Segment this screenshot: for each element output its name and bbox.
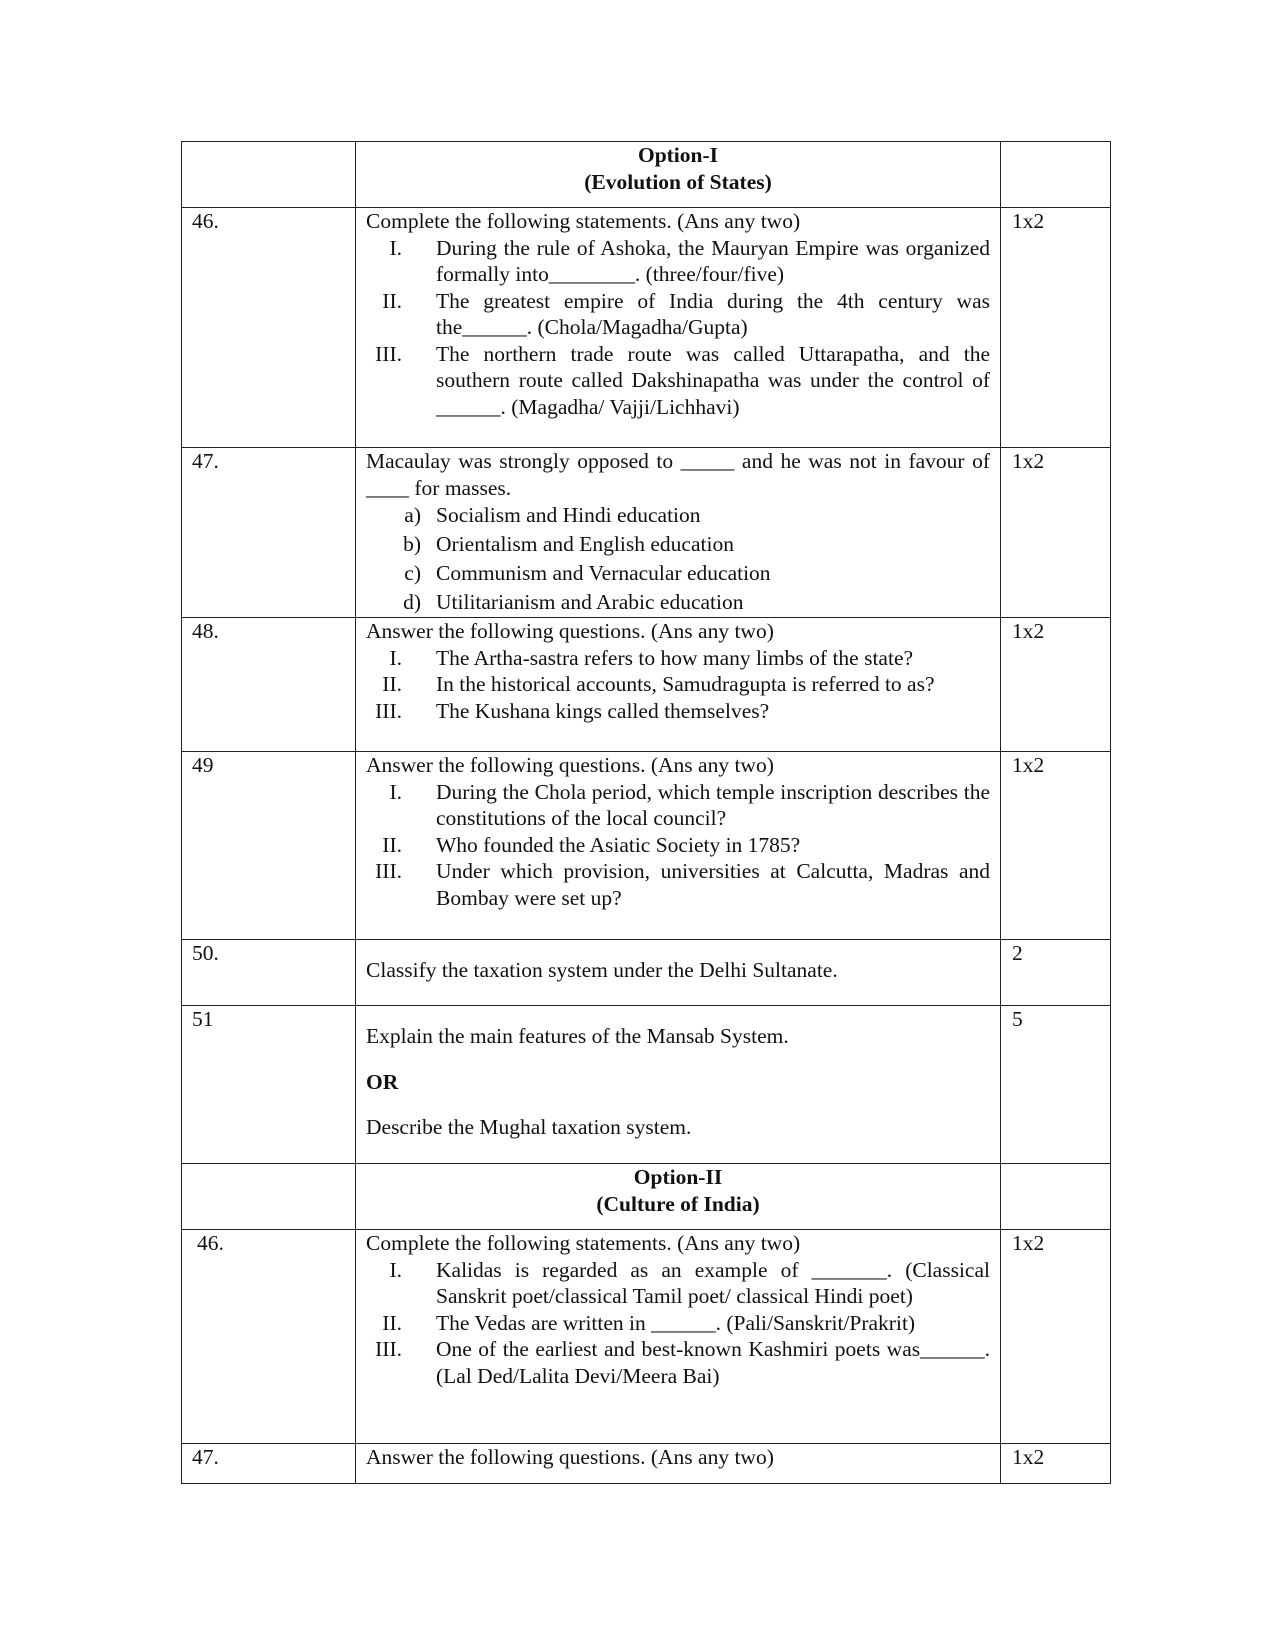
option-marker: a) [404, 503, 421, 527]
item-marker: II. [382, 672, 402, 696]
item-marker: III. [375, 698, 402, 723]
question-row-49 [182, 752, 1111, 940]
question-number [182, 1230, 356, 1444]
question-list [366, 779, 990, 912]
question-row-50 [182, 940, 1111, 1006]
item-marker: I. [389, 779, 402, 804]
question-row-47-option-2 [182, 1444, 1111, 1484]
question-marks: 1x2 [1001, 1444, 1111, 1484]
question-body [356, 208, 1001, 448]
list-item [366, 559, 990, 588]
question-table [181, 141, 1111, 1484]
item-text: In the historical accounts, Samudragupta is referred to as? [436, 672, 935, 696]
list-item [366, 858, 990, 911]
question-body [356, 940, 1001, 1006]
option-2-title: Option-II [633, 1165, 723, 1189]
item-marker: I. [389, 235, 402, 260]
list-item [366, 1257, 990, 1310]
question-marks: 1x2 [1001, 752, 1111, 940]
option-1-subtitle: (Evolution of States) [584, 169, 772, 194]
option-marker: d) [403, 590, 421, 614]
question-row-48 [182, 618, 1111, 752]
item-marker: III. [375, 859, 402, 883]
item-marker: III. [375, 341, 402, 366]
question-row-47 [182, 448, 1111, 618]
list-item [366, 698, 990, 725]
question-body [356, 618, 1001, 752]
alternative-question: Describe the Mughal taxation system. [366, 1115, 692, 1139]
option-2-header [356, 1164, 1001, 1230]
list-item [366, 341, 990, 421]
item-text: The Kushana kings called themselves? [436, 698, 770, 723]
question-number: 46. [182, 208, 356, 448]
option-2-subtitle: (Culture of India) [596, 1191, 760, 1216]
question-row-46-option-2 [182, 1230, 1111, 1444]
list-item [366, 530, 990, 559]
option-text: Utilitarianism and Arabic education [436, 590, 744, 614]
item-marker: III. [375, 1337, 402, 1361]
question-number: 51 [182, 1006, 356, 1164]
question-body [356, 1006, 1001, 1164]
question-body [356, 752, 1001, 940]
question-stem: Complete the following statements. (Ans any two) [366, 1231, 801, 1255]
question-marks: 5 [1001, 1006, 1111, 1164]
list-item [366, 645, 990, 672]
option-2-header-row [182, 1164, 1111, 1230]
question-body [356, 1444, 1001, 1484]
option-marker: b) [403, 532, 421, 556]
question-stem: Answer the following questions. (Ans any two) [366, 619, 774, 643]
question-body [356, 1230, 1001, 1444]
option-1-header-row [182, 142, 1111, 208]
item-text: During the rule of Ashoka, the Mauryan Empire was organized formally into________. (three/four/five) [436, 235, 990, 286]
item-text: The greatest empire of India during the 4th century was the______. (Chola/Magadha/Gupta) [436, 288, 990, 339]
list-item [366, 501, 990, 530]
question-marks: 1x2 [1001, 1230, 1111, 1444]
question-row-51 [182, 1006, 1111, 1164]
item-marker: II. [382, 832, 402, 857]
question-number: 47. [182, 1444, 356, 1484]
question-marks: 1x2 [1001, 618, 1111, 752]
item-text: Who founded the Asiatic Society in 1785? [436, 832, 801, 857]
question-row-46 [182, 208, 1111, 448]
question-stem: Answer the following questions. (Ans any two) [366, 1445, 774, 1469]
question-body [356, 448, 1001, 618]
empty-cell [182, 142, 356, 208]
question-stem: Macaulay was strongly opposed to _____ and he was not in favour of ____ for masses. [366, 449, 990, 500]
item-text: Kalidas is regarded as an example of _______. (Classical Sanskrit poet/classical Tamil poet/ classical Hindi poet) [436, 1257, 990, 1308]
list-item [366, 1336, 990, 1389]
question-stem: Explain the main features of the Mansab System. [366, 1024, 789, 1048]
item-text: The Vedas are written in ______. (Pali/Sanskrit/Prakrit) [436, 1310, 916, 1335]
option-1-title: Option-I [637, 143, 719, 167]
list-item [366, 671, 990, 698]
list-item [366, 288, 990, 341]
question-stem: Complete the following statements. (Ans any two) [366, 209, 801, 233]
empty-cell [182, 1164, 356, 1230]
statement-list [366, 1257, 990, 1390]
question-marks: 2 [1001, 940, 1111, 1006]
option-list [366, 501, 990, 617]
question-list [366, 645, 990, 725]
empty-cell [1001, 142, 1111, 208]
item-text: The Artha-sastra refers to how many limbs of the state? [436, 645, 914, 670]
or-separator: OR [366, 1069, 399, 1094]
question-number: 50. [182, 940, 356, 1006]
item-text: The northern trade route was called Uttarapatha, and the southern route called Dakshinapatha was under the control of ______. (Magadha/ Vajji/Lichhavi) [436, 341, 990, 419]
question-number: 47. [182, 448, 356, 618]
list-item [366, 588, 990, 617]
item-marker: I. [389, 645, 402, 670]
item-marker: II. [382, 1310, 402, 1335]
item-marker: I. [389, 1257, 402, 1282]
question-stem: Answer the following questions. (Ans any two) [366, 753, 774, 777]
question-number-text: 46. [197, 1231, 224, 1255]
question-number: 48. [182, 618, 356, 752]
option-text: Socialism and Hindi education [436, 503, 701, 527]
list-item [366, 832, 990, 859]
list-item [366, 235, 990, 288]
item-text: Under which provision, universities at Calcutta, Madras and Bombay were set up? [436, 859, 990, 910]
option-marker: c) [404, 561, 421, 585]
option-1-header [356, 142, 1001, 208]
item-text: During the Chola period, which temple inscription describes the constitutions of the local council? [436, 779, 990, 830]
empty-cell [1001, 1164, 1111, 1230]
list-item [366, 1310, 990, 1337]
statement-list [366, 235, 990, 421]
list-item [366, 779, 990, 832]
question-marks: 1x2 [1001, 448, 1111, 618]
item-text: One of the earliest and best-known Kashmiri poets was______. (Lal Ded/Lalita Devi/Meera Bai) [436, 1337, 990, 1388]
question-number: 49 [182, 752, 356, 940]
item-marker: II. [382, 288, 402, 313]
option-text: Orientalism and English education [436, 532, 734, 556]
question-stem: Classify the taxation system under the Delhi Sultanate. [366, 958, 838, 982]
option-text: Communism and Vernacular education [436, 561, 771, 585]
question-marks: 1x2 [1001, 208, 1111, 448]
